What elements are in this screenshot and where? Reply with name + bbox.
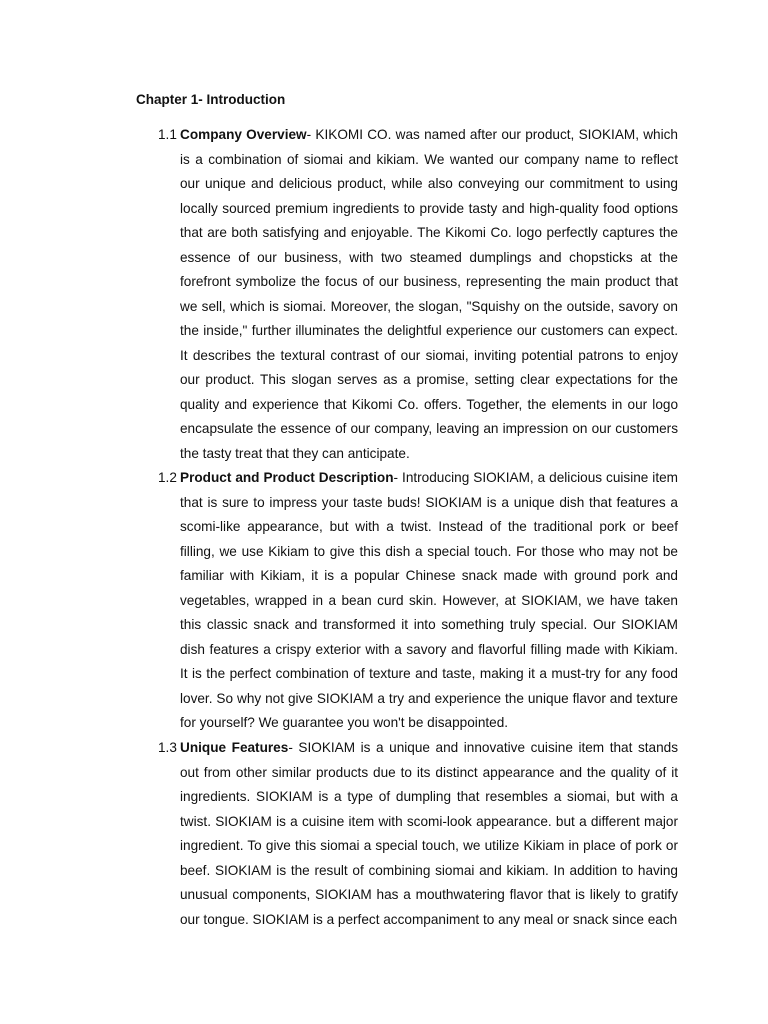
section-heading: Unique Features bbox=[180, 740, 289, 755]
section-body bbox=[180, 466, 678, 736]
section-body bbox=[180, 123, 678, 466]
section-text: - SIOKIAM is a unique and innovative cuisine item that stands out from other similar products due to its distinct appearance and the quality of it ingredients. SIOKIAM is a type of dumpling that resembles a siomai, but with a twist. SIOKIAM is a cuisine item with scomi-look appearance. but a different major ingredient. To give this siomai a special touch, we utilize Kikiam in place of pork or beef. SIOKIAM is the result of combining siomai and kikiam. In addition to having unusual components, SIOKIAM has a mouthwatering flavor that is likely to gratify our tongue. SIOKIAM is a perfect accompaniment to any meal or snack since each bbox=[180, 740, 678, 927]
section-heading: Company Overview bbox=[180, 127, 307, 142]
section-number: 1.3 bbox=[158, 740, 177, 755]
section-company-overview bbox=[158, 123, 678, 466]
section-number: 1.1 bbox=[158, 127, 177, 142]
section-heading: Product and Product Description bbox=[180, 470, 394, 485]
section-number: 1.2 bbox=[158, 470, 177, 485]
section-text: - KIKOMI CO. was named after our product, SIOKIAM, which is a combination of siomai and kikiam. We wanted our company name to reflect our unique and delicious product, while also conveying our commitment to using locally sourced premium ingredients to provide tasty and high-quality food options that are both satisfying and enjoyable. The Kikomi Co. logo perfectly captures the essence of our business, with two steamed dumplings and chopsticks at the forefront symbolize the focus of our business, representing the main product that we sell, which is siomai. Moreover, the slogan, "Squishy on the outside, savory on the inside," further illuminates the delightful experience our customers can expect. It describes the textural contrast of our siomai, inviting potential patrons to enjoy our product. This slogan serves as a promise, setting clear expectations for the quality and experience that Kikomi Co. offers. Together, the elements in our logo encapsulate the essence of our company, leaving an impression on our customers the tasty treat that they can anticipate. bbox=[180, 127, 678, 461]
chapter-title: Chapter 1- Introduction bbox=[136, 92, 286, 107]
section-unique-features bbox=[158, 736, 678, 932]
section-product-description bbox=[158, 466, 678, 736]
section-text: - Introducing SIOKIAM, a delicious cuisine item that is sure to impress your taste buds! SIOKIAM is a unique dish that features a scomi-like appearance, but with a twist. Instead of the traditional pork or beef filling, we use Kikiam to give this dish a special touch. For those who may not be familiar with Kikiam, it is a popular Chinese snack made with ground pork and vegetables, wrapped in a bean curd skin. However, at SIOKIAM, we have taken this classic snack and transformed it into something truly special. Our SIOKIAM dish features a crispy exterior with a savory and flavorful filling made with Kikiam. It is the perfect combination of texture and taste, making it a must-try for any food lover. So why not give SIOKIAM a try and experience the unique flavor and texture for yourself? We guarantee you won't be disappointed. bbox=[180, 470, 678, 730]
section-body bbox=[180, 736, 678, 932]
